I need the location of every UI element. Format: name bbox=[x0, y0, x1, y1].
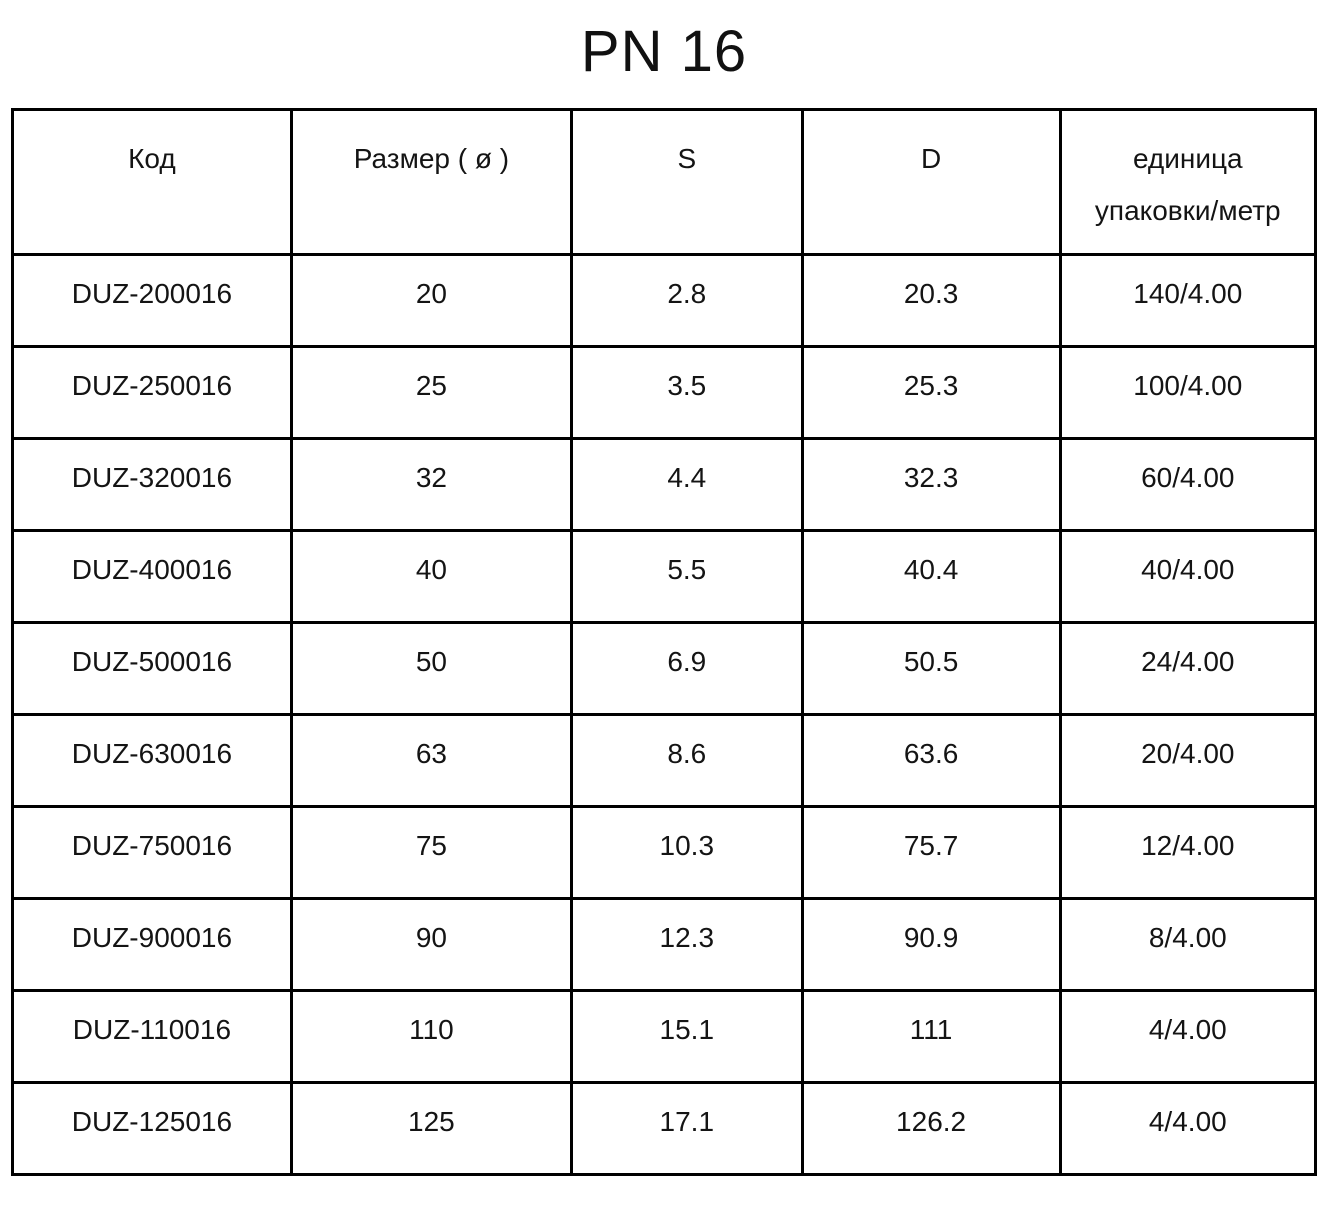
cell-code: DUZ-320016 bbox=[13, 439, 292, 531]
col-header-code: Код bbox=[13, 110, 292, 255]
cell-s: 3.5 bbox=[571, 347, 802, 439]
table-row bbox=[13, 255, 1316, 347]
cell-code: DUZ-750016 bbox=[13, 807, 292, 899]
cell-size: 110 bbox=[291, 991, 571, 1083]
cell-code: DUZ-125016 bbox=[13, 1083, 292, 1175]
cell-s: 5.5 bbox=[571, 531, 802, 623]
cell-d: 40.4 bbox=[802, 531, 1060, 623]
table-header bbox=[13, 110, 1316, 255]
cell-code: DUZ-400016 bbox=[13, 531, 292, 623]
cell-size: 50 bbox=[291, 623, 571, 715]
cell-s: 17.1 bbox=[571, 1083, 802, 1175]
table-row bbox=[13, 715, 1316, 807]
cell-pack-unit: 100/4.00 bbox=[1060, 347, 1315, 439]
cell-pack-unit: 140/4.00 bbox=[1060, 255, 1315, 347]
cell-d: 111 bbox=[802, 991, 1060, 1083]
cell-s: 6.9 bbox=[571, 623, 802, 715]
cell-s: 15.1 bbox=[571, 991, 802, 1083]
cell-pack-unit: 24/4.00 bbox=[1060, 623, 1315, 715]
table-row bbox=[13, 347, 1316, 439]
cell-d: 25.3 bbox=[802, 347, 1060, 439]
cell-d: 126.2 bbox=[802, 1083, 1060, 1175]
cell-s: 10.3 bbox=[571, 807, 802, 899]
cell-size: 125 bbox=[291, 1083, 571, 1175]
cell-d: 32.3 bbox=[802, 439, 1060, 531]
cell-size: 75 bbox=[291, 807, 571, 899]
cell-d: 90.9 bbox=[802, 899, 1060, 991]
cell-code: DUZ-630016 bbox=[13, 715, 292, 807]
page-title: PN 16 bbox=[580, 19, 748, 84]
col-header-pack-unit: единица упаковки/метр bbox=[1060, 110, 1315, 255]
table-row bbox=[13, 623, 1316, 715]
cell-s: 2.8 bbox=[571, 255, 802, 347]
cell-code: DUZ-200016 bbox=[13, 255, 292, 347]
cell-pack-unit: 60/4.00 bbox=[1060, 439, 1315, 531]
table-row bbox=[13, 531, 1316, 623]
table-row bbox=[13, 899, 1316, 991]
cell-code: DUZ-250016 bbox=[13, 347, 292, 439]
cell-code: DUZ-500016 bbox=[13, 623, 292, 715]
cell-size: 90 bbox=[291, 899, 571, 991]
cell-s: 8.6 bbox=[571, 715, 802, 807]
cell-size: 25 bbox=[291, 347, 571, 439]
cell-s: 4.4 bbox=[571, 439, 802, 531]
cell-pack-unit: 12/4.00 bbox=[1060, 807, 1315, 899]
cell-pack-unit: 8/4.00 bbox=[1060, 899, 1315, 991]
cell-size: 40 bbox=[291, 531, 571, 623]
cell-pack-unit: 40/4.00 bbox=[1060, 531, 1315, 623]
cell-d: 75.7 bbox=[802, 807, 1060, 899]
cell-code: DUZ-900016 bbox=[13, 899, 292, 991]
cell-d: 63.6 bbox=[802, 715, 1060, 807]
pn16-spec-table bbox=[11, 108, 1317, 1176]
table-row bbox=[13, 807, 1316, 899]
table-row bbox=[13, 1083, 1316, 1175]
cell-d: 50.5 bbox=[802, 623, 1060, 715]
col-header-d: D bbox=[802, 110, 1060, 255]
table-row bbox=[13, 991, 1316, 1083]
table-body bbox=[13, 255, 1316, 1175]
cell-s: 12.3 bbox=[571, 899, 802, 991]
col-header-size: Размер ( ø ) bbox=[291, 110, 571, 255]
cell-pack-unit: 20/4.00 bbox=[1060, 715, 1315, 807]
table-row bbox=[13, 439, 1316, 531]
cell-code: DUZ-110016 bbox=[13, 991, 292, 1083]
header-row bbox=[13, 110, 1316, 255]
cell-pack-unit: 4/4.00 bbox=[1060, 991, 1315, 1083]
cell-size: 20 bbox=[291, 255, 571, 347]
cell-pack-unit: 4/4.00 bbox=[1060, 1083, 1315, 1175]
page bbox=[0, 18, 1328, 1176]
cell-size: 63 bbox=[291, 715, 571, 807]
col-header-s: S bbox=[571, 110, 802, 255]
cell-d: 20.3 bbox=[802, 255, 1060, 347]
cell-size: 32 bbox=[291, 439, 571, 531]
